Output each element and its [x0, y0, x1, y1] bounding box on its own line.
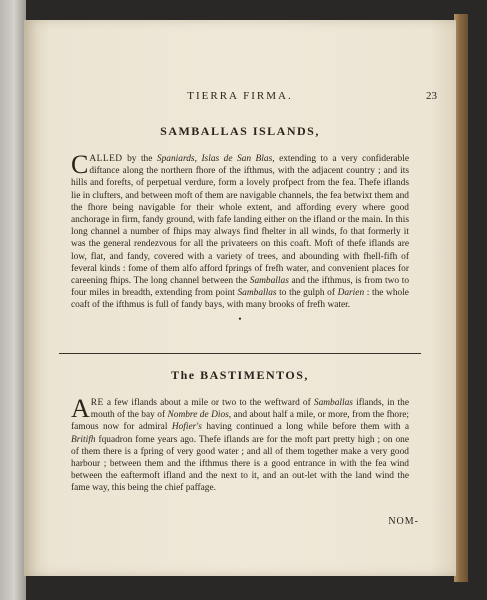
paragraph-samballas: CALLED by the Spaniards, Islas de San Blas, extending to a very confiderable diftance along the northern fhore of the ifthmus, with the adjacent country ; and its hills and forefts, of perpetual verdure, form a lovely profpect from the fea. Thefe iflands lie in clufters, and between moft of them are navigable channels, the fea betwixt them and the fhore being navigable for their whole extent, and affording every where good anchorage in firm, fandy ground, with fafe landing either on the ifland or the main. In this long channel a number of fhips may always find fhelter in all winds, fo that formerly it was the general rendezvous for all the privateers on this coaft. Moft of thefe iflands are low, flat, and fandy, covered with a variety of trees, and abounding with fhell-fifh of feveral kinds : fome of them alfo afford fprings of frefh water, and convenient places for careening fhips. The long channel between the Samballas and the ifthmus, is from two to four miles in breadth, extending from point Samballas to the gulph of Darien : the whole coaft of the ifthmus is full of fandy bays, with many brooks of frefh water. [71, 150, 410, 311]
ornament-bullet: • [238, 313, 242, 324]
paragraph-bastimentos: ARE a few iflands about a mile or two to the weftward of Samballas iflands, in the mouth of the bay of Nombre de Dios, and about half a mile, or more, from the fhore; famous now for admiral Hofier's having continued a long while before them with a Britifh fquadron fome years ago. Thefe iflands are for the moft part pretty high ; on one of them there is a fpring of very good water ; and all of them together make a very good harbour ; between them and the ifthmus there is a good entrance in with the fea wind between the eaftermoft ifland and the next to it, and an out-let with the land wind the fame way, this being the chief paffage. [71, 394, 410, 494]
running-head [71, 90, 437, 106]
running-title: TIERRA FIRMA. [187, 90, 293, 102]
section-bastimentos [71, 368, 409, 495]
lead-caps: ALLED [89, 154, 123, 164]
section-title-samballas: SAMBALLAS ISLANDS, [160, 124, 320, 138]
drop-cap: A [71, 394, 90, 423]
book-page [24, 20, 456, 576]
section-divider [59, 353, 421, 354]
book-fore-edge [454, 14, 468, 582]
section-title-bastimentos: The BASTIMENTOS, [171, 368, 309, 382]
page-number: 23 [426, 90, 437, 102]
drop-cap: C [71, 150, 89, 179]
lead-caps: RE [90, 398, 104, 408]
catchword: NOM- [388, 516, 419, 527]
section-samballas [71, 124, 409, 324]
facing-page-edge [0, 0, 26, 600]
